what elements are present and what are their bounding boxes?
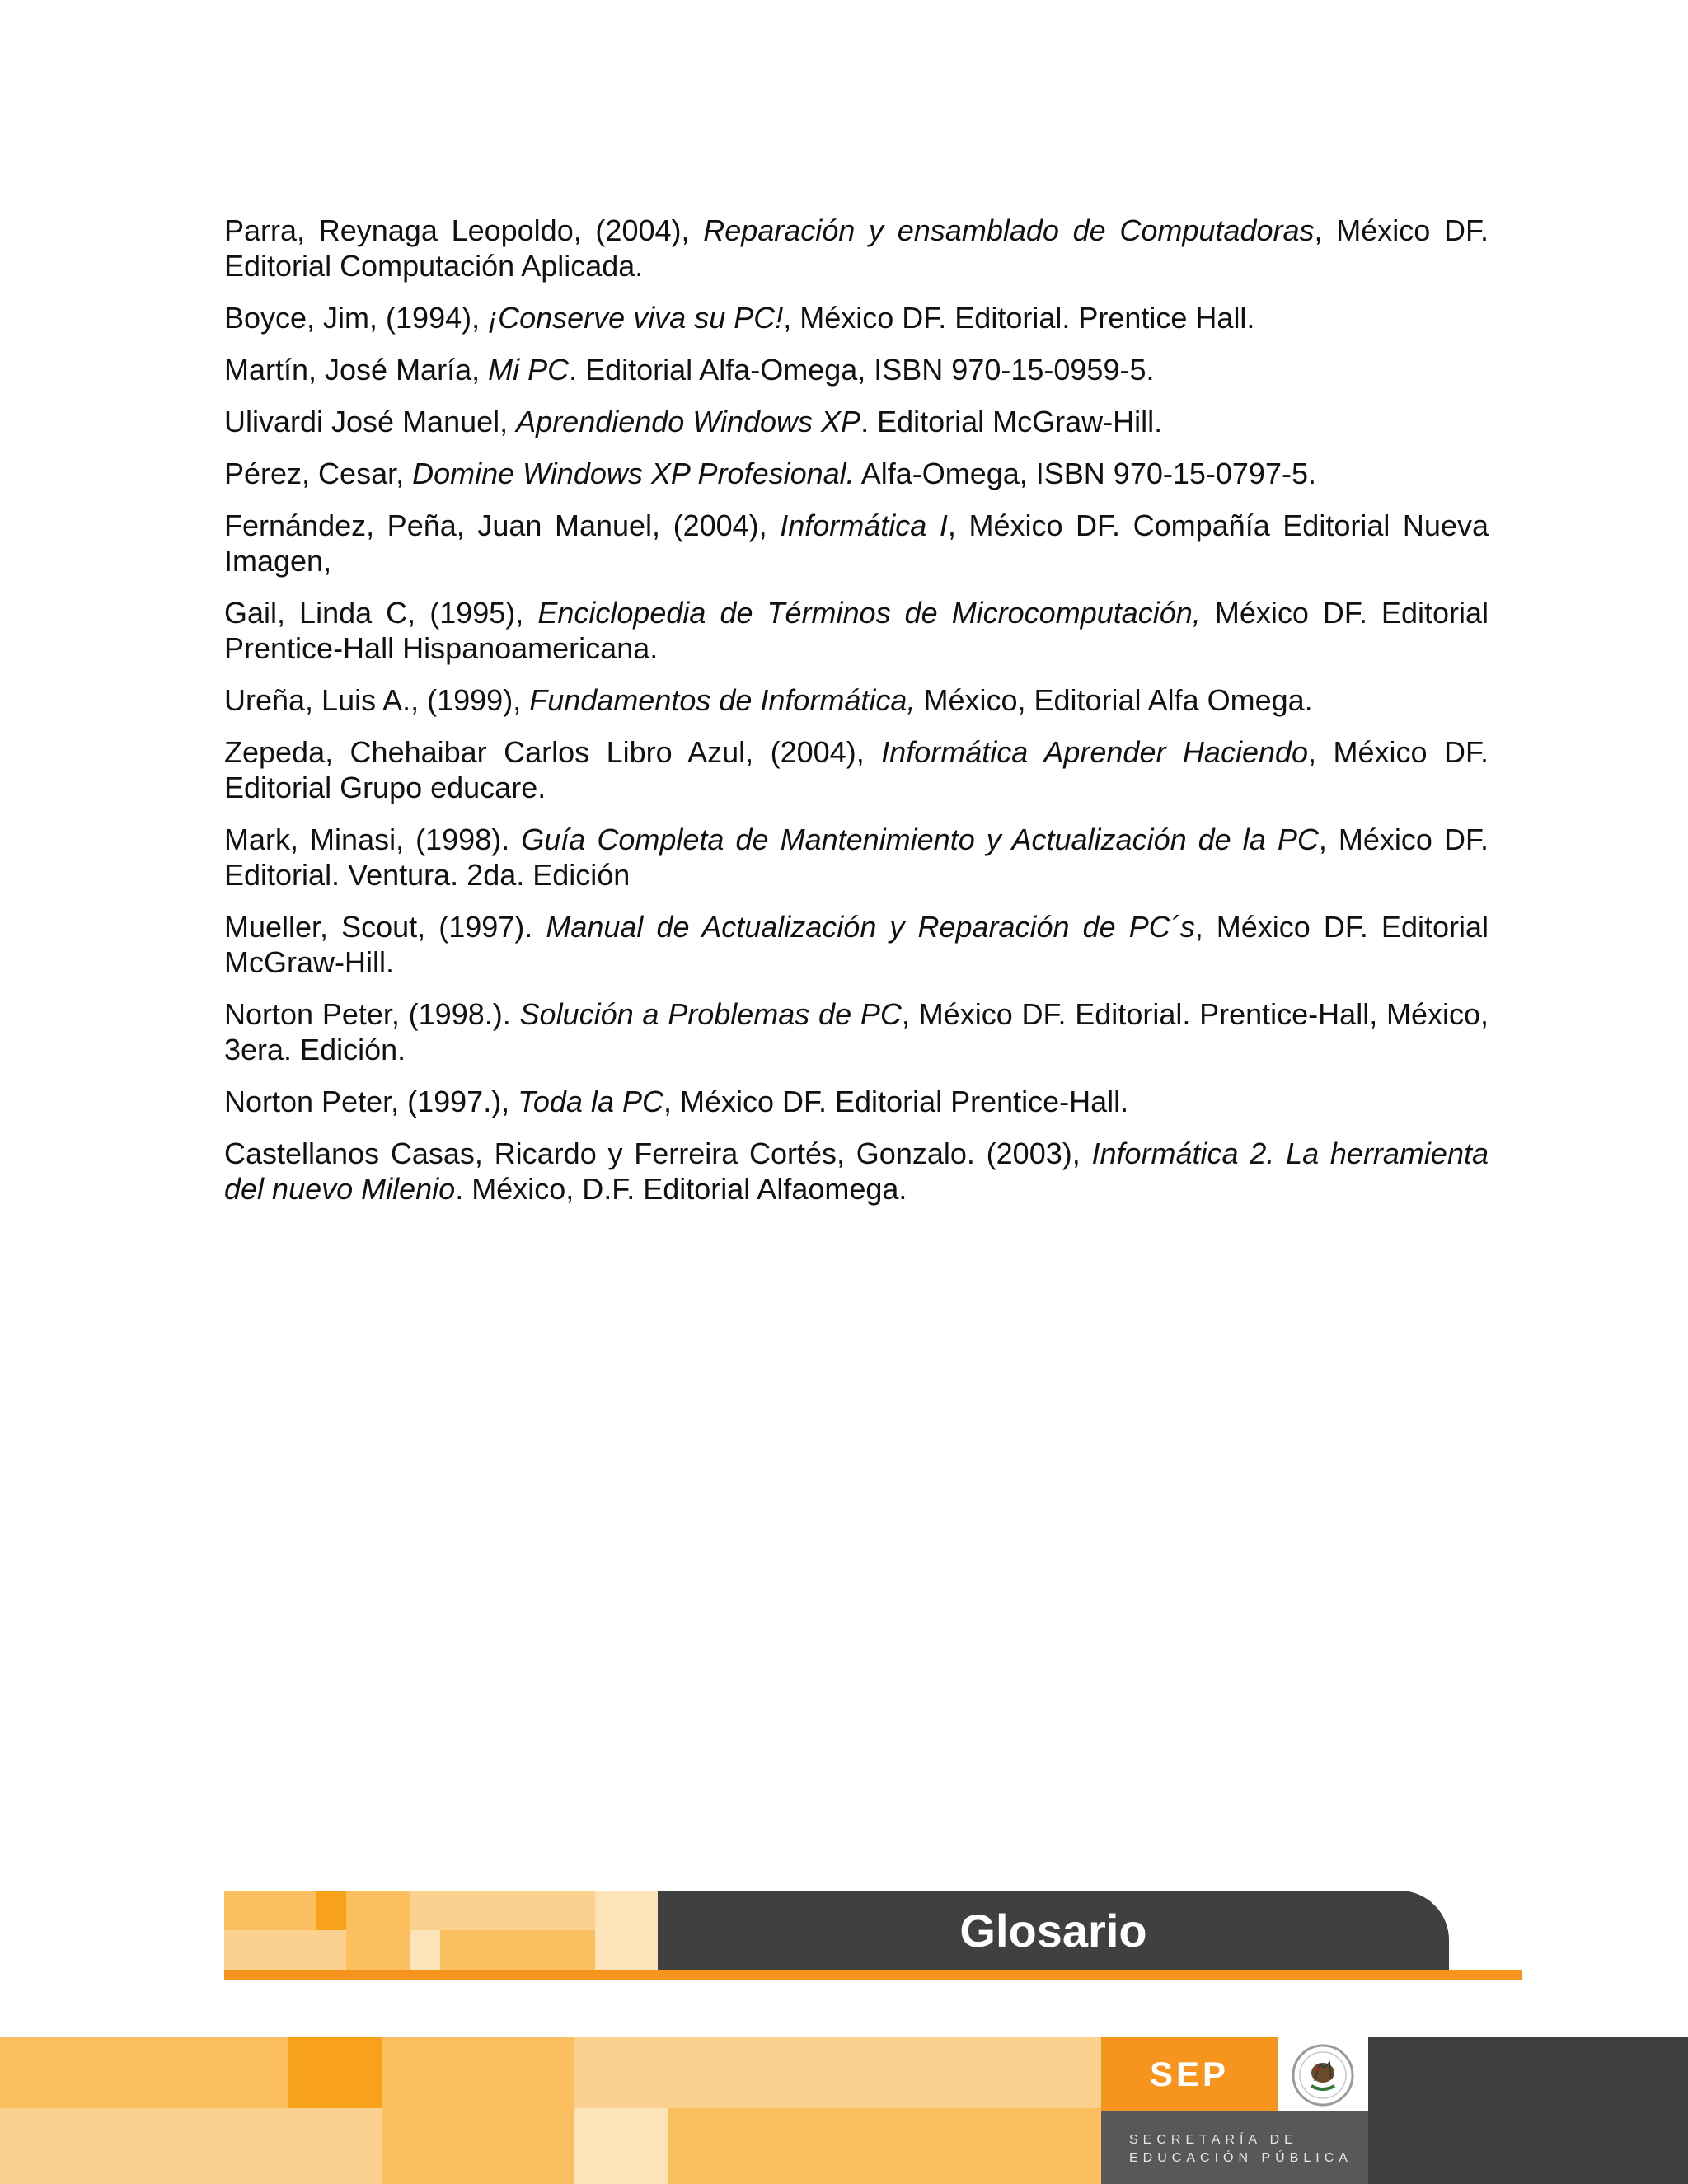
reference-title: Mi PC <box>488 353 570 387</box>
section-title-glossary: Glosario <box>658 1891 1449 1970</box>
glossary-underline <box>224 1970 1522 1980</box>
reference-title: Informática Aprender Haciendo <box>881 735 1309 769</box>
reference-publisher: México, Editorial Alfa Omega. <box>915 683 1313 717</box>
reference-authors: Castellanos Casas, Ricardo y Ferreira Cortés, Gonzalo. (2003), <box>224 1137 1092 1170</box>
reference-authors: Boyce, Jim, (1994), <box>224 301 489 335</box>
reference-title: Fundamentos de Informática, <box>529 683 916 717</box>
reference-publisher: . Editorial McGraw-Hill. <box>860 405 1163 438</box>
reference-authors: Mark, Minasi, (1998). <box>224 823 522 856</box>
reference-authors: Parra, Reynaga Leopoldo, (2004), <box>224 213 704 247</box>
reference-title: Aprendiendo Windows XP <box>516 405 861 438</box>
reference-entry <box>224 822 1489 893</box>
reference-title: Guía Completa de Mantenimiento y Actualización de la PC <box>521 823 1319 856</box>
reference-title: Reparación y ensamblado de Computadoras <box>703 213 1315 247</box>
reference-title: Manual de Actualización y Reparación de PC´s <box>546 910 1195 944</box>
reference-publisher: . Editorial Alfa-Omega, ISBN 970-15-0959-5. <box>569 353 1155 387</box>
reference-entry <box>224 909 1489 980</box>
reference-publisher: , México DF. Editorial Computación Aplicada. <box>224 213 1489 283</box>
reference-entry <box>224 595 1489 666</box>
reference-title: Informática 2. La herramienta del nuevo Milenio <box>224 1137 1489 1206</box>
reference-title: Toda la PC <box>518 1085 663 1118</box>
reference-title: ¡Conserve viva su PC! <box>488 301 784 335</box>
reference-authors: Norton Peter, (1998.). <box>224 997 520 1031</box>
reference-entry <box>224 213 1489 284</box>
reference-publisher: Alfa-Omega, ISBN 970-15-0797-5. <box>854 457 1316 490</box>
reference-entry <box>224 456 1489 491</box>
reference-publisher: , México DF. Editorial. Prentice-Hall, México, 3era. Edición. <box>224 997 1489 1066</box>
reference-authors: Norton Peter, (1997.), <box>224 1085 518 1118</box>
reference-entry <box>224 682 1489 718</box>
sep-subtitle-line2: EDUCACIÓN PÚBLICA <box>1129 2151 1353 2165</box>
reference-authors: Gail, Linda C, (1995), <box>224 596 538 630</box>
reference-entry <box>224 404 1489 439</box>
reference-entry <box>224 1084 1489 1119</box>
reference-entry <box>224 734 1489 805</box>
reference-publisher: . México, D.F. Editorial Alfaomega. <box>455 1172 907 1206</box>
reference-entry <box>224 352 1489 387</box>
reference-entry <box>224 996 1489 1067</box>
reference-authors: Fernández, Peña, Juan Manuel, (2004), <box>224 509 781 542</box>
reference-authors: Ureña, Luis A., (1999), <box>224 683 530 717</box>
reference-entry <box>224 508 1489 579</box>
reference-list <box>224 213 1489 1223</box>
reference-publisher: , México DF. Editorial. Ventura. 2da. Edición <box>224 823 1489 892</box>
reference-publisher: , México DF. Editorial McGraw-Hill. <box>224 910 1489 979</box>
reference-title: Domine Windows XP Profesional. <box>412 457 855 490</box>
reference-title: Enciclopedia de Términos de Microcomputación, <box>537 596 1201 630</box>
reference-title: Solución a Problemas de PC <box>519 997 902 1031</box>
reference-entry <box>224 1136 1489 1207</box>
reference-authors: Ulivardi José Manuel, <box>224 405 517 438</box>
reference-publisher: , México DF. Compañía Editorial Nueva Imagen, <box>224 509 1489 578</box>
sep-logo-text: SEP <box>1149 2055 1230 2093</box>
reference-entry <box>224 300 1489 335</box>
reference-authors: Mueller, Scout, (1997). <box>224 910 546 944</box>
reference-publisher: , México DF. Editorial. Prentice Hall. <box>783 301 1255 335</box>
reference-publisher: México DF. Editorial Prentice-Hall Hispanoamericana. <box>224 596 1489 665</box>
reference-publisher: , México DF. Editorial Grupo educare. <box>224 735 1489 804</box>
reference-authors: Martín, José María, <box>224 353 489 387</box>
reference-authors: Zepeda, Chehaibar Carlos Libro Azul, (2004), <box>224 735 882 769</box>
reference-publisher: , México DF. Editorial Prentice-Hall. <box>663 1085 1129 1118</box>
reference-authors: Pérez, Cesar, <box>224 457 413 490</box>
mexico-coat-of-arms-icon <box>1282 2040 1364 2111</box>
sep-subtitle-line1: SECRETARÍA DE <box>1129 2133 1298 2147</box>
page-footer <box>0 2037 1688 2184</box>
reference-title: Informática I <box>780 509 948 542</box>
